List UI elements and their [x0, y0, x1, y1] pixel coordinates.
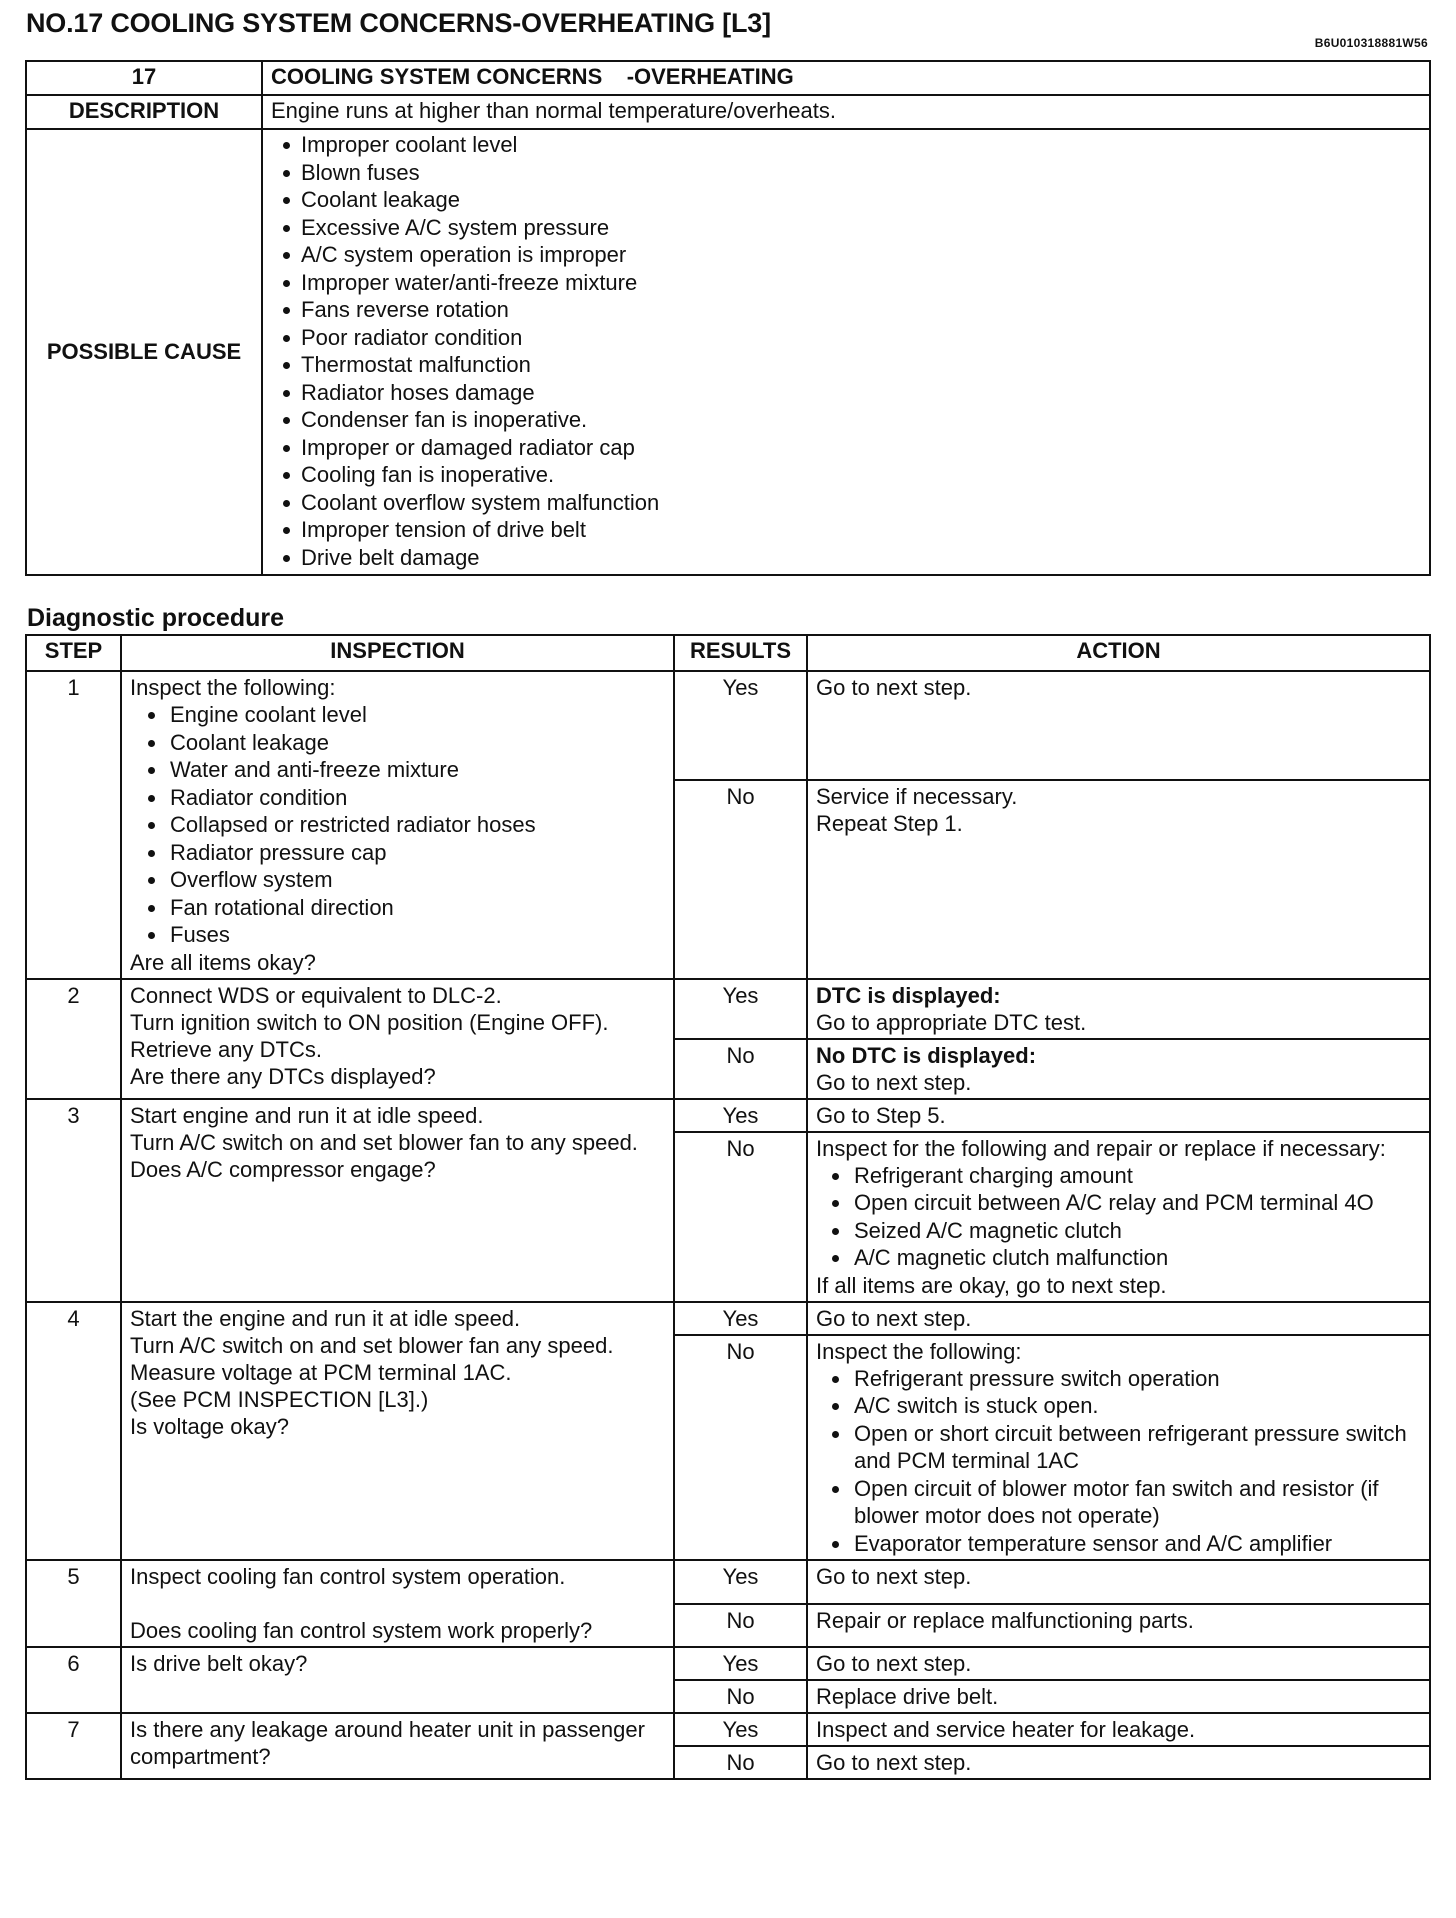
action-no [807, 1132, 1430, 1302]
step-5-inspection [121, 1560, 674, 1647]
inspection-line: (See PCM INSPECTION [L3].) [130, 1386, 429, 1412]
inspection-item: Fuses [130, 921, 665, 949]
cause-item: Improper coolant level [271, 131, 1421, 159]
cause-item: Thermostat malfunction [271, 351, 1421, 379]
inspection-line: Does A/C compressor engage? [130, 1156, 436, 1182]
action-yes: Go to Step 5. [807, 1099, 1430, 1132]
result-no: No [674, 1604, 807, 1648]
inspection-line: Inspect cooling fan control system operation. [130, 1564, 566, 1589]
action-heading: No DTC is displayed: [816, 1042, 1037, 1068]
inspection-line: Turn ignition switch to ON position (Engine OFF). [130, 1009, 609, 1035]
inspection-list [130, 701, 665, 949]
cause-item: Improper water/anti-freeze mixture [271, 269, 1421, 297]
inspection-item: Overflow system [130, 866, 665, 894]
description-text: Engine runs at higher than normal temperature/overheats. [262, 95, 1430, 129]
action-list [816, 1365, 1421, 1558]
diagnostic-procedure-table [25, 634, 1431, 1780]
cause-item: Coolant overflow system malfunction [271, 489, 1421, 517]
result-yes: Yes [674, 979, 807, 1039]
possible-cause-cell [262, 129, 1430, 575]
cause-item: Condenser fan is inoperative. [271, 406, 1421, 434]
action-line: Inspect for the following and repair or replace if necessary: [816, 1135, 1386, 1161]
inspection-line: Retrieve any DTCs. [130, 1036, 322, 1062]
inspection-item: Engine coolant level [130, 701, 665, 729]
inspection-item: Water and anti-freeze mixture [130, 756, 665, 784]
action-yes: Go to next step. [807, 1560, 1430, 1604]
step-number: 4 [26, 1302, 121, 1561]
inspection-line: Measure voltage at PCM terminal 1AC. [130, 1359, 512, 1385]
inspection-line: Is voltage okay? [130, 1413, 289, 1439]
action-item: Evaporator temperature sensor and A/C amplifier [816, 1530, 1421, 1558]
cause-item: Poor radiator condition [271, 324, 1421, 352]
step-number: 5 [26, 1560, 121, 1647]
action-item: Open circuit of blower motor fan switch and resistor (if blower motor does not operate) [816, 1475, 1421, 1530]
result-no: No [674, 1746, 807, 1779]
result-yes: Yes [674, 1302, 807, 1335]
description-row [26, 95, 1430, 129]
step-number: 7 [26, 1713, 121, 1779]
step-1-inspection [121, 671, 674, 979]
action-list [816, 1162, 1421, 1272]
action-item: Open or short circuit between refrigerant pressure switch and PCM terminal 1AC [816, 1420, 1421, 1475]
action-item: Refrigerant pressure switch operation [816, 1365, 1421, 1393]
header-action: ACTION [807, 635, 1430, 671]
action-item: Refrigerant charging amount [816, 1162, 1421, 1190]
procedure-title: Diagnostic procedure [27, 604, 284, 632]
inspection-item: Collapsed or restricted radiator hoses [130, 811, 665, 839]
action-yes: Go to next step. [807, 1302, 1430, 1335]
cause-item: Cooling fan is inoperative. [271, 461, 1421, 489]
action-line: Service if necessary. [816, 784, 1018, 810]
inspection-item: Radiator condition [130, 784, 665, 812]
cause-item: Improper tension of drive belt [271, 516, 1421, 544]
possible-cause-list [271, 131, 1421, 571]
step-4-inspection [121, 1302, 674, 1561]
inspection-line: Connect WDS or equivalent to DLC-2. [130, 982, 502, 1008]
cause-item: Coolant leakage [271, 186, 1421, 214]
action-item: A/C switch is stuck open. [816, 1392, 1421, 1420]
spacer [130, 1590, 665, 1617]
action-line: If all items are okay, go to next step. [816, 1272, 1167, 1298]
action-yes [807, 979, 1430, 1039]
step-number: 2 [26, 979, 121, 1099]
summary-table [25, 60, 1431, 576]
cause-item: Blown fuses [271, 159, 1421, 187]
action-heading: DTC is displayed: [816, 982, 1001, 1008]
inspection-line: Turn A/C switch on and set blower fan to any speed. [130, 1129, 638, 1155]
step-number: 6 [26, 1647, 121, 1713]
step-6-inspection: Is drive belt okay? [121, 1647, 674, 1713]
inspection-line: Start engine and run it at idle speed. [130, 1102, 484, 1128]
action-item: Seized A/C magnetic clutch [816, 1217, 1421, 1245]
result-no: No [674, 1680, 807, 1713]
description-label: DESCRIPTION [26, 95, 262, 129]
document-code: B6U010318881W56 [1314, 36, 1428, 50]
concern-number: 17 [26, 61, 262, 95]
inspection-item: Coolant leakage [130, 729, 665, 757]
action-no: Repair or replace malfunctioning parts. [807, 1604, 1430, 1648]
step-number: 1 [26, 671, 121, 979]
action-line: Go to next step. [816, 1069, 972, 1095]
cause-item: Excessive A/C system pressure [271, 214, 1421, 242]
result-yes: Yes [674, 1647, 807, 1680]
step-2-yes-row [26, 979, 1430, 1039]
step-1-yes-row [26, 671, 1430, 780]
action-no [807, 780, 1430, 978]
action-no: Replace drive belt. [807, 1680, 1430, 1713]
header-step: STEP [26, 635, 121, 671]
action-yes: Go to next step. [807, 1647, 1430, 1680]
result-yes: Yes [674, 671, 807, 780]
cause-item: Improper or damaged radiator cap [271, 434, 1421, 462]
step-5-yes-row [26, 1560, 1430, 1604]
action-line: Repeat Step 1. [816, 811, 963, 837]
possible-cause-row [26, 129, 1430, 575]
result-no: No [674, 1039, 807, 1099]
action-yes: Go to next step. [807, 671, 1430, 780]
action-no [807, 1335, 1430, 1561]
inspection-item: Radiator pressure cap [130, 839, 665, 867]
result-yes: Yes [674, 1713, 807, 1746]
action-item: Open circuit between A/C relay and PCM terminal 4O [816, 1189, 1421, 1217]
step-4-yes-row [26, 1302, 1430, 1335]
header-inspection: INSPECTION [121, 635, 674, 671]
action-no: Go to next step. [807, 1746, 1430, 1779]
result-no: No [674, 1132, 807, 1302]
inspection-line: Turn A/C switch on and set blower fan any speed. [130, 1332, 614, 1358]
cause-item: Radiator hoses damage [271, 379, 1421, 407]
inspection-item: Fan rotational direction [130, 894, 665, 922]
step-3-inspection [121, 1099, 674, 1302]
action-yes: Inspect and service heater for leakage. [807, 1713, 1430, 1746]
procedure-header-row [26, 635, 1430, 671]
result-yes: Yes [674, 1099, 807, 1132]
summary-heading-row [26, 61, 1430, 95]
step-7-inspection: Is there any leakage around heater unit in passenger compartment? [121, 1713, 674, 1779]
possible-cause-label: POSSIBLE CAUSE [26, 129, 262, 575]
header-results: RESULTS [674, 635, 807, 671]
inspection-line: Does cooling fan control system work properly? [130, 1618, 593, 1643]
concern-heading: COOLING SYSTEM CONCERNS -OVERHEATING [262, 61, 1430, 95]
inspection-line: Are all items okay? [130, 949, 316, 975]
step-6-yes-row [26, 1647, 1430, 1680]
result-yes: Yes [674, 1560, 807, 1604]
cause-item: Fans reverse rotation [271, 296, 1421, 324]
cause-item: A/C system operation is improper [271, 241, 1421, 269]
action-item: A/C magnetic clutch malfunction [816, 1244, 1421, 1272]
action-no [807, 1039, 1430, 1099]
cause-item: Drive belt damage [271, 544, 1421, 572]
step-7-yes-row [26, 1713, 1430, 1746]
action-line: Go to appropriate DTC test. [816, 1009, 1087, 1035]
action-line: Inspect the following: [816, 1338, 1022, 1364]
step-2-inspection [121, 979, 674, 1099]
step-number: 3 [26, 1099, 121, 1302]
page-title: NO.17 COOLING SYSTEM CONCERNS-OVERHEATING [L3] [26, 8, 771, 38]
inspection-line: Are there any DTCs displayed? [130, 1063, 436, 1089]
inspection-line: Start the engine and run it at idle speed. [130, 1305, 521, 1331]
step-3-yes-row [26, 1099, 1430, 1132]
inspection-line: Inspect the following: [130, 675, 336, 700]
result-no: No [674, 1335, 807, 1561]
result-no: No [674, 780, 807, 978]
